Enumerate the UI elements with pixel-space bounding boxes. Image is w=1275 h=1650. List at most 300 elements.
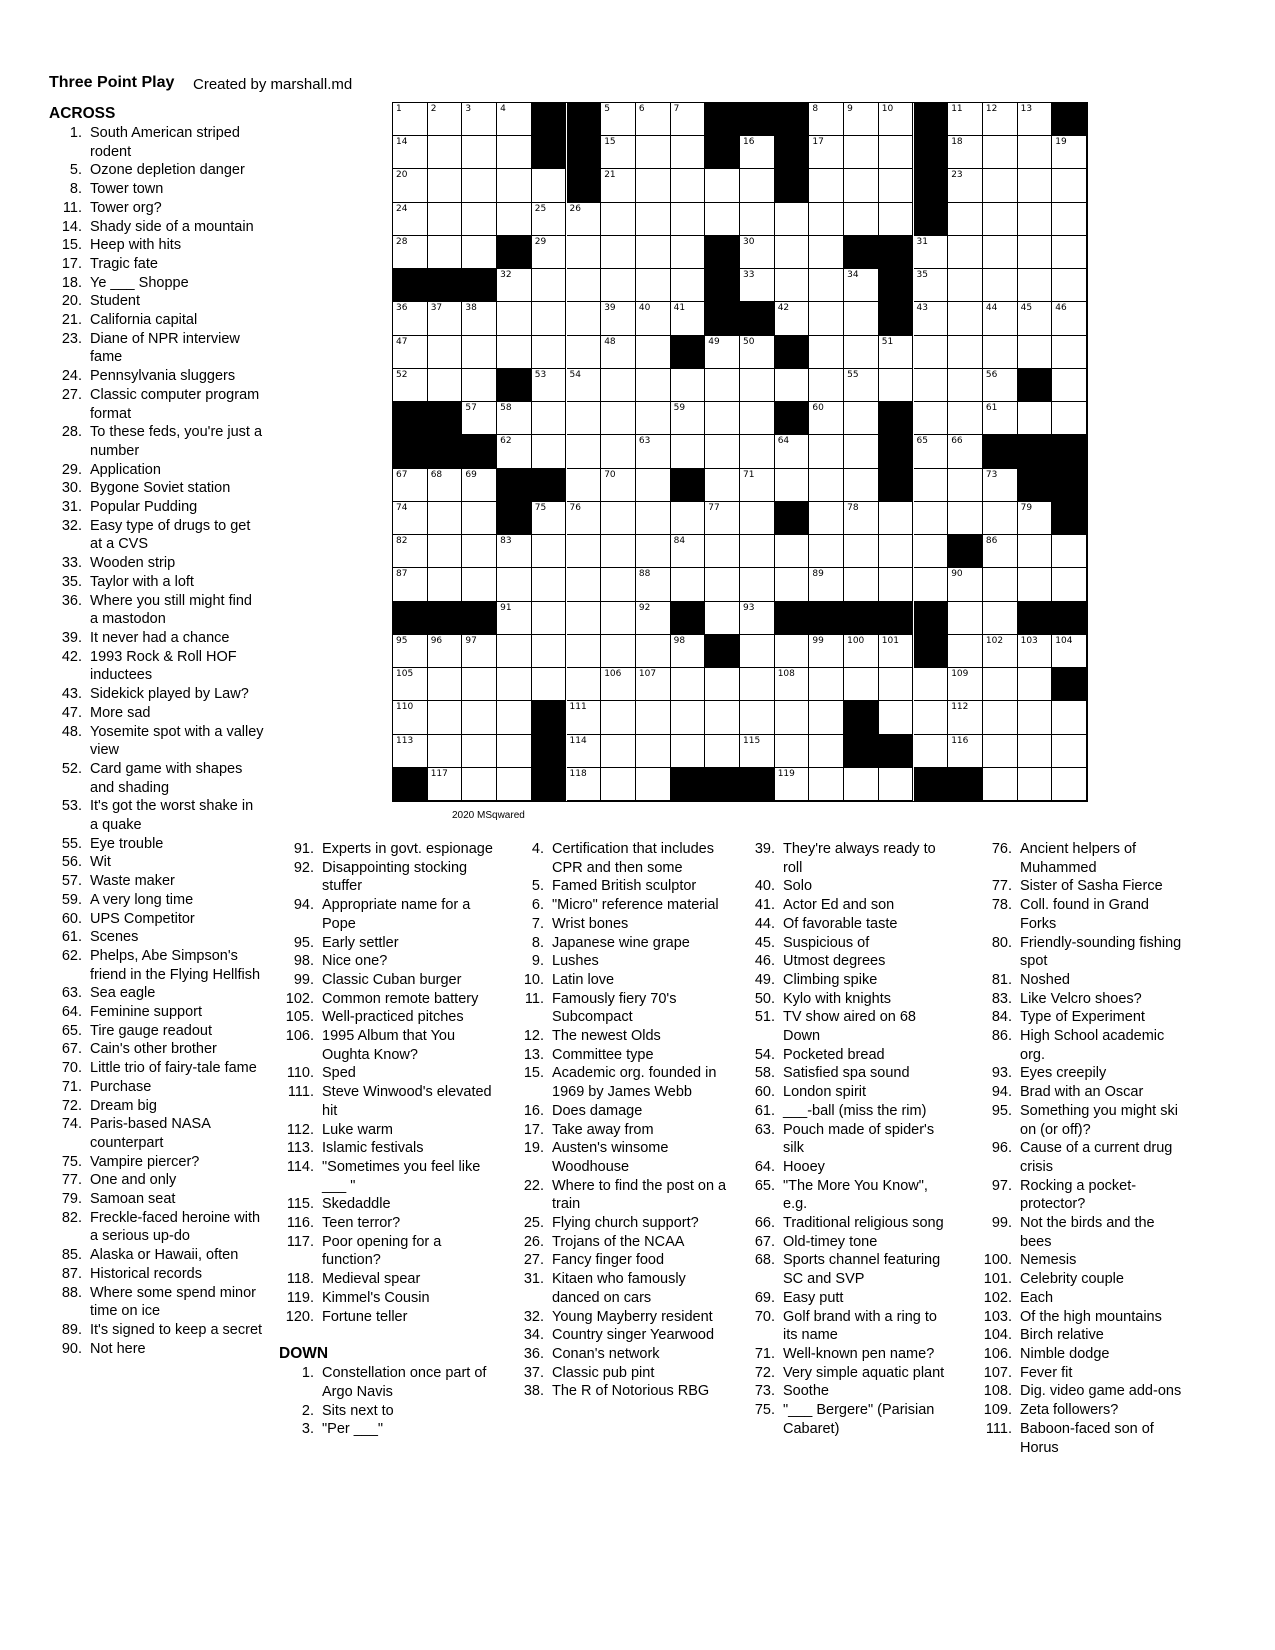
- grid-cell[interactable]: [497, 136, 532, 169]
- grid-cell[interactable]: [601, 236, 636, 269]
- grid-cell[interactable]: [393, 469, 428, 502]
- grid-cell[interactable]: [601, 435, 636, 468]
- grid-cell[interactable]: [393, 502, 428, 535]
- grid-cell[interactable]: [636, 203, 671, 236]
- grid-cell[interactable]: [567, 502, 602, 535]
- grid-cell[interactable]: [636, 602, 671, 635]
- grid-cell[interactable]: [914, 402, 949, 435]
- grid-cell[interactable]: [497, 568, 532, 601]
- grid-cell[interactable]: [983, 203, 1018, 236]
- grid-cell[interactable]: [428, 502, 463, 535]
- grid-cell[interactable]: [740, 602, 775, 635]
- grid-cell[interactable]: [983, 602, 1018, 635]
- grid-cell[interactable]: [740, 701, 775, 734]
- grid-cell[interactable]: [809, 735, 844, 768]
- grid-cell[interactable]: [740, 668, 775, 701]
- grid-cell[interactable]: [1052, 302, 1087, 335]
- grid-cell[interactable]: [462, 136, 497, 169]
- grid-cell[interactable]: [567, 768, 602, 801]
- grid-cell[interactable]: [497, 701, 532, 734]
- grid-cell[interactable]: [567, 635, 602, 668]
- grid-cell[interactable]: [1052, 568, 1087, 601]
- grid-cell[interactable]: [1018, 735, 1053, 768]
- grid-cell[interactable]: [497, 302, 532, 335]
- grid-cell[interactable]: [740, 136, 775, 169]
- grid-cell[interactable]: [844, 269, 879, 302]
- grid-cell[interactable]: [705, 402, 740, 435]
- grid-cell[interactable]: [1052, 236, 1087, 269]
- grid-cell[interactable]: [809, 435, 844, 468]
- grid-cell[interactable]: [601, 269, 636, 302]
- grid-cell[interactable]: [393, 103, 428, 136]
- grid-cell[interactable]: [948, 136, 983, 169]
- grid-cell[interactable]: [428, 236, 463, 269]
- grid-cell[interactable]: [567, 701, 602, 734]
- grid-cell[interactable]: [393, 336, 428, 369]
- grid-cell[interactable]: [879, 103, 914, 136]
- grid-cell[interactable]: [636, 269, 671, 302]
- grid-cell[interactable]: [775, 469, 810, 502]
- grid-cell[interactable]: [497, 203, 532, 236]
- grid-cell[interactable]: [775, 568, 810, 601]
- grid-cell[interactable]: [983, 302, 1018, 335]
- grid-cell[interactable]: [1018, 668, 1053, 701]
- grid-cell[interactable]: [532, 169, 567, 202]
- grid-cell[interactable]: [601, 369, 636, 402]
- grid-cell[interactable]: [532, 435, 567, 468]
- grid-cell[interactable]: [671, 635, 706, 668]
- grid-cell[interactable]: [809, 568, 844, 601]
- grid-cell[interactable]: [775, 302, 810, 335]
- grid-cell[interactable]: [462, 469, 497, 502]
- grid-cell[interactable]: [879, 768, 914, 801]
- grid-cell[interactable]: [462, 768, 497, 801]
- grid-cell[interactable]: [636, 635, 671, 668]
- grid-cell[interactable]: [497, 535, 532, 568]
- grid-cell[interactable]: [1052, 402, 1087, 435]
- grid-cell[interactable]: [1018, 568, 1053, 601]
- grid-cell[interactable]: [601, 402, 636, 435]
- grid-cell[interactable]: [983, 469, 1018, 502]
- grid-cell[interactable]: [497, 435, 532, 468]
- grid-cell[interactable]: [879, 336, 914, 369]
- grid-cell[interactable]: [983, 402, 1018, 435]
- grid-cell[interactable]: [636, 701, 671, 734]
- grid-cell[interactable]: [671, 402, 706, 435]
- grid-cell[interactable]: [462, 701, 497, 734]
- grid-cell[interactable]: [844, 435, 879, 468]
- grid-cell[interactable]: [844, 535, 879, 568]
- grid-cell[interactable]: [462, 502, 497, 535]
- grid-cell[interactable]: [601, 302, 636, 335]
- grid-cell[interactable]: [532, 568, 567, 601]
- grid-cell[interactable]: [948, 402, 983, 435]
- grid-cell[interactable]: [532, 535, 567, 568]
- grid-cell[interactable]: [567, 435, 602, 468]
- grid-cell[interactable]: [393, 635, 428, 668]
- grid-cell[interactable]: [775, 701, 810, 734]
- grid-cell[interactable]: [532, 302, 567, 335]
- grid-cell[interactable]: [740, 402, 775, 435]
- grid-cell[interactable]: [844, 369, 879, 402]
- grid-cell[interactable]: [1018, 136, 1053, 169]
- grid-cell[interactable]: [1018, 768, 1053, 801]
- grid-cell[interactable]: [1018, 269, 1053, 302]
- grid-cell[interactable]: [671, 136, 706, 169]
- grid-cell[interactable]: [601, 169, 636, 202]
- grid-cell[interactable]: [948, 369, 983, 402]
- grid-cell[interactable]: [809, 469, 844, 502]
- grid-cell[interactable]: [1018, 402, 1053, 435]
- grid-cell[interactable]: [428, 701, 463, 734]
- grid-cell[interactable]: [705, 435, 740, 468]
- grid-cell[interactable]: [844, 469, 879, 502]
- grid-cell[interactable]: [601, 568, 636, 601]
- grid-cell[interactable]: [601, 768, 636, 801]
- grid-cell[interactable]: [879, 136, 914, 169]
- grid-cell[interactable]: [844, 336, 879, 369]
- grid-cell[interactable]: [497, 602, 532, 635]
- grid-cell[interactable]: [740, 269, 775, 302]
- grid-cell[interactable]: [601, 635, 636, 668]
- grid-cell[interactable]: [671, 668, 706, 701]
- grid-cell[interactable]: [809, 103, 844, 136]
- grid-cell[interactable]: [567, 668, 602, 701]
- grid-cell[interactable]: [428, 369, 463, 402]
- grid-cell[interactable]: [428, 103, 463, 136]
- grid-cell[interactable]: [428, 169, 463, 202]
- grid-cell[interactable]: [462, 169, 497, 202]
- grid-cell[interactable]: [948, 735, 983, 768]
- grid-cell[interactable]: [740, 469, 775, 502]
- grid-cell[interactable]: [1018, 701, 1053, 734]
- grid-cell[interactable]: [428, 635, 463, 668]
- grid-cell[interactable]: [636, 502, 671, 535]
- grid-cell[interactable]: [1052, 635, 1087, 668]
- grid-cell[interactable]: [532, 402, 567, 435]
- grid-cell[interactable]: [983, 269, 1018, 302]
- grid-cell[interactable]: [671, 701, 706, 734]
- grid-cell[interactable]: [914, 701, 949, 734]
- grid-cell[interactable]: [809, 269, 844, 302]
- grid-cell[interactable]: [393, 203, 428, 236]
- grid-cell[interactable]: [636, 336, 671, 369]
- grid-cell[interactable]: [914, 336, 949, 369]
- grid-cell[interactable]: [1052, 269, 1087, 302]
- grid-cell[interactable]: [775, 635, 810, 668]
- grid-cell[interactable]: [775, 435, 810, 468]
- grid-cell[interactable]: [948, 435, 983, 468]
- grid-cell[interactable]: [497, 269, 532, 302]
- grid-cell[interactable]: [775, 369, 810, 402]
- grid-cell[interactable]: [532, 336, 567, 369]
- grid-cell[interactable]: [393, 369, 428, 402]
- grid-cell[interactable]: [809, 635, 844, 668]
- grid-cell[interactable]: [914, 668, 949, 701]
- grid-cell[interactable]: [740, 735, 775, 768]
- grid-cell[interactable]: [983, 336, 1018, 369]
- grid-cell[interactable]: [1052, 369, 1087, 402]
- grid-cell[interactable]: [948, 469, 983, 502]
- grid-cell[interactable]: [671, 502, 706, 535]
- grid-cell[interactable]: [462, 236, 497, 269]
- grid-cell[interactable]: [636, 402, 671, 435]
- grid-cell[interactable]: [705, 735, 740, 768]
- grid-cell[interactable]: [671, 369, 706, 402]
- grid-cell[interactable]: [636, 136, 671, 169]
- grid-cell[interactable]: [705, 336, 740, 369]
- grid-cell[interactable]: [809, 668, 844, 701]
- grid-cell[interactable]: [671, 203, 706, 236]
- grid-cell[interactable]: [914, 535, 949, 568]
- grid-cell[interactable]: [1052, 735, 1087, 768]
- grid-cell[interactable]: [948, 668, 983, 701]
- grid-cell[interactable]: [1018, 236, 1053, 269]
- grid-cell[interactable]: [844, 635, 879, 668]
- grid-cell[interactable]: [844, 768, 879, 801]
- grid-cell[interactable]: [983, 502, 1018, 535]
- grid-cell[interactable]: [671, 103, 706, 136]
- grid-cell[interactable]: [601, 203, 636, 236]
- grid-cell[interactable]: [636, 535, 671, 568]
- grid-cell[interactable]: [879, 668, 914, 701]
- grid-cell[interactable]: [671, 435, 706, 468]
- grid-cell[interactable]: [914, 435, 949, 468]
- grid-cell[interactable]: [532, 269, 567, 302]
- grid-cell[interactable]: [1018, 502, 1053, 535]
- grid-cell[interactable]: [462, 336, 497, 369]
- grid-cell[interactable]: [948, 203, 983, 236]
- grid-cell[interactable]: [393, 169, 428, 202]
- grid-cell[interactable]: [1052, 768, 1087, 801]
- grid-cell[interactable]: [983, 369, 1018, 402]
- grid-cell[interactable]: [393, 535, 428, 568]
- grid-cell[interactable]: [914, 302, 949, 335]
- grid-cell[interactable]: [1052, 169, 1087, 202]
- grid-cell[interactable]: [601, 336, 636, 369]
- grid-cell[interactable]: [462, 568, 497, 601]
- grid-cell[interactable]: [775, 203, 810, 236]
- grid-cell[interactable]: [809, 203, 844, 236]
- grid-cell[interactable]: [462, 369, 497, 402]
- grid-cell[interactable]: [740, 502, 775, 535]
- grid-cell[interactable]: [983, 635, 1018, 668]
- grid-cell[interactable]: [809, 535, 844, 568]
- grid-cell[interactable]: [948, 169, 983, 202]
- grid-cell[interactable]: [705, 469, 740, 502]
- grid-cell[interactable]: [671, 169, 706, 202]
- grid-cell[interactable]: [948, 236, 983, 269]
- grid-cell[interactable]: [532, 502, 567, 535]
- grid-cell[interactable]: [462, 668, 497, 701]
- grid-cell[interactable]: [636, 768, 671, 801]
- grid-cell[interactable]: [428, 735, 463, 768]
- grid-cell[interactable]: [428, 535, 463, 568]
- grid-cell[interactable]: [705, 535, 740, 568]
- grid-cell[interactable]: [671, 236, 706, 269]
- grid-cell[interactable]: [809, 402, 844, 435]
- grid-cell[interactable]: [636, 668, 671, 701]
- grid-cell[interactable]: [914, 469, 949, 502]
- grid-cell[interactable]: [601, 602, 636, 635]
- grid-cell[interactable]: [948, 336, 983, 369]
- grid-cell[interactable]: [775, 668, 810, 701]
- grid-cell[interactable]: [740, 568, 775, 601]
- grid-cell[interactable]: [740, 435, 775, 468]
- grid-cell[interactable]: [532, 236, 567, 269]
- grid-cell[interactable]: [601, 701, 636, 734]
- grid-cell[interactable]: [532, 668, 567, 701]
- grid-cell[interactable]: [671, 735, 706, 768]
- grid-cell[interactable]: [740, 635, 775, 668]
- grid-cell[interactable]: [532, 635, 567, 668]
- grid-cell[interactable]: [671, 269, 706, 302]
- grid-cell[interactable]: [844, 568, 879, 601]
- grid-cell[interactable]: [567, 302, 602, 335]
- grid-cell[interactable]: [532, 203, 567, 236]
- grid-cell[interactable]: [914, 269, 949, 302]
- grid-cell[interactable]: [948, 302, 983, 335]
- grid-cell[interactable]: [601, 668, 636, 701]
- grid-cell[interactable]: [914, 369, 949, 402]
- grid-cell[interactable]: [914, 236, 949, 269]
- grid-cell[interactable]: [462, 635, 497, 668]
- grid-cell[interactable]: [497, 103, 532, 136]
- grid-cell[interactable]: [983, 169, 1018, 202]
- grid-cell[interactable]: [601, 535, 636, 568]
- grid-cell[interactable]: [462, 402, 497, 435]
- grid-cell[interactable]: [567, 402, 602, 435]
- grid-cell[interactable]: [567, 369, 602, 402]
- grid-cell[interactable]: [809, 169, 844, 202]
- grid-cell[interactable]: [671, 302, 706, 335]
- grid-cell[interactable]: [567, 236, 602, 269]
- grid-cell[interactable]: [879, 502, 914, 535]
- grid-cell[interactable]: [497, 635, 532, 668]
- grid-cell[interactable]: [497, 668, 532, 701]
- grid-cell[interactable]: [1018, 302, 1053, 335]
- grid-cell[interactable]: [601, 136, 636, 169]
- grid-cell[interactable]: [948, 269, 983, 302]
- grid-cell[interactable]: [914, 735, 949, 768]
- grid-cell[interactable]: [636, 369, 671, 402]
- grid-cell[interactable]: [809, 369, 844, 402]
- grid-cell[interactable]: [948, 568, 983, 601]
- grid-cell[interactable]: [809, 302, 844, 335]
- grid-cell[interactable]: [740, 236, 775, 269]
- grid-cell[interactable]: [393, 136, 428, 169]
- grid-cell[interactable]: [879, 169, 914, 202]
- grid-cell[interactable]: [948, 103, 983, 136]
- grid-cell[interactable]: [462, 535, 497, 568]
- grid-cell[interactable]: [567, 568, 602, 601]
- grid-cell[interactable]: [740, 369, 775, 402]
- grid-cell[interactable]: [948, 602, 983, 635]
- grid-cell[interactable]: [532, 602, 567, 635]
- grid-cell[interactable]: [567, 535, 602, 568]
- grid-cell[interactable]: [636, 568, 671, 601]
- grid-cell[interactable]: [705, 502, 740, 535]
- grid-cell[interactable]: [983, 568, 1018, 601]
- grid-cell[interactable]: [497, 402, 532, 435]
- grid-cell[interactable]: [601, 502, 636, 535]
- grid-cell[interactable]: [775, 735, 810, 768]
- grid-cell[interactable]: [740, 203, 775, 236]
- grid-cell[interactable]: [705, 203, 740, 236]
- grid-cell[interactable]: [567, 203, 602, 236]
- grid-cell[interactable]: [705, 701, 740, 734]
- grid-cell[interactable]: [1018, 103, 1053, 136]
- grid-cell[interactable]: [775, 768, 810, 801]
- grid-cell[interactable]: [428, 336, 463, 369]
- grid-cell[interactable]: [671, 568, 706, 601]
- grid-cell[interactable]: [844, 103, 879, 136]
- grid-cell[interactable]: [636, 735, 671, 768]
- grid-cell[interactable]: [636, 435, 671, 468]
- grid-cell[interactable]: [497, 336, 532, 369]
- grid-cell[interactable]: [428, 136, 463, 169]
- grid-cell[interactable]: [809, 502, 844, 535]
- grid-cell[interactable]: [983, 701, 1018, 734]
- grid-cell[interactable]: [740, 336, 775, 369]
- grid-cell[interactable]: [844, 136, 879, 169]
- grid-cell[interactable]: [983, 735, 1018, 768]
- grid-cell[interactable]: [809, 236, 844, 269]
- grid-cell[interactable]: [636, 469, 671, 502]
- grid-cell[interactable]: [393, 668, 428, 701]
- grid-cell[interactable]: [809, 701, 844, 734]
- grid-cell[interactable]: [567, 269, 602, 302]
- grid-cell[interactable]: [705, 602, 740, 635]
- grid-cell[interactable]: [948, 701, 983, 734]
- grid-cell[interactable]: [914, 502, 949, 535]
- grid-cell[interactable]: [775, 269, 810, 302]
- grid-cell[interactable]: [983, 668, 1018, 701]
- grid-cell[interactable]: [1052, 203, 1087, 236]
- grid-cell[interactable]: [879, 568, 914, 601]
- grid-cell[interactable]: [879, 369, 914, 402]
- grid-cell[interactable]: [775, 236, 810, 269]
- grid-cell[interactable]: [636, 169, 671, 202]
- grid-cell[interactable]: [983, 103, 1018, 136]
- grid-cell[interactable]: [809, 336, 844, 369]
- grid-cell[interactable]: [983, 535, 1018, 568]
- grid-cell[interactable]: [428, 668, 463, 701]
- grid-cell[interactable]: [393, 701, 428, 734]
- grid-cell[interactable]: [428, 302, 463, 335]
- grid-cell[interactable]: [462, 302, 497, 335]
- grid-cell[interactable]: [497, 169, 532, 202]
- grid-cell[interactable]: [809, 768, 844, 801]
- grid-cell[interactable]: [844, 302, 879, 335]
- grid-cell[interactable]: [1018, 169, 1053, 202]
- grid-cell[interactable]: [879, 535, 914, 568]
- grid-cell[interactable]: [1052, 136, 1087, 169]
- grid-cell[interactable]: [844, 402, 879, 435]
- grid-cell[interactable]: [601, 103, 636, 136]
- grid-cell[interactable]: [393, 735, 428, 768]
- grid-cell[interactable]: [532, 369, 567, 402]
- grid-cell[interactable]: [775, 535, 810, 568]
- grid-cell[interactable]: [567, 735, 602, 768]
- grid-cell[interactable]: [1018, 535, 1053, 568]
- grid-cell[interactable]: [705, 668, 740, 701]
- grid-cell[interactable]: [462, 203, 497, 236]
- grid-cell[interactable]: [497, 768, 532, 801]
- grid-cell[interactable]: [705, 369, 740, 402]
- grid-cell[interactable]: [462, 103, 497, 136]
- grid-cell[interactable]: [879, 203, 914, 236]
